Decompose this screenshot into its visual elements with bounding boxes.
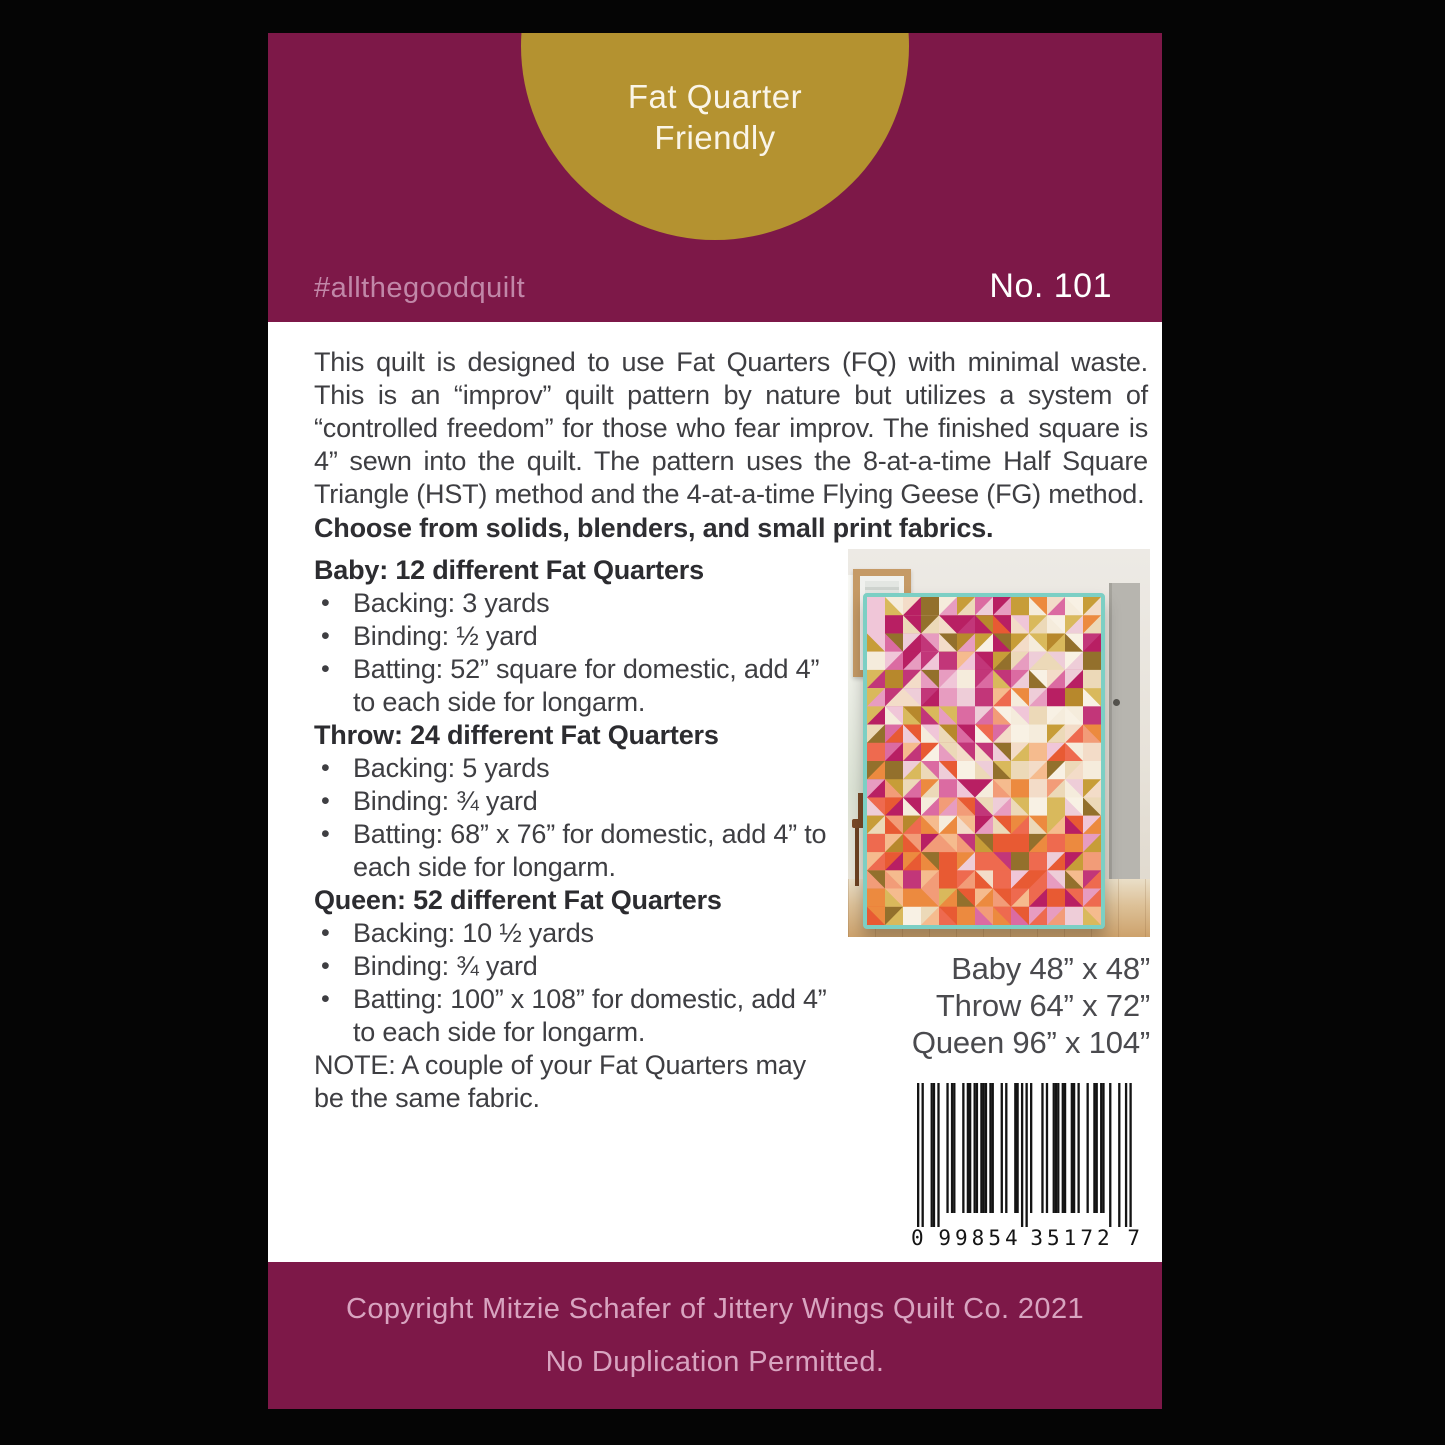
requirement-items [314, 752, 834, 884]
badge-line2: Friendly [654, 119, 776, 156]
hashtag-label: #allthegoodquilt [314, 272, 526, 304]
quilt-photo [848, 549, 1150, 937]
copyright-line: Copyright Mitzie Schafer of Jittery Wings Quilt Co. 2021 [345, 1293, 1084, 1325]
size-throw: Throw 64” x 72” [935, 988, 1150, 1023]
barcode-digits: 99854 [938, 1226, 1022, 1249]
fat-quarter-badge [521, 33, 909, 240]
requirement-items [314, 587, 834, 719]
door-knob [1113, 699, 1120, 706]
requirement-item: • Batting: 52” square for domestic, add 4” to each side for longarm. [314, 653, 834, 719]
requirement-item: • Batting: 68” x 76” for domestic, add 4” to each side for longarm. [314, 818, 834, 884]
barcode-digits: 35172 [1030, 1226, 1114, 1249]
requirement-heading: Baby: 12 different Fat Quarters [314, 555, 704, 585]
requirement-item: • Binding: ¾ yard [314, 950, 834, 983]
requirements-list [314, 554, 834, 1115]
badge-title [521, 76, 909, 158]
requirement-item: • Backing: 5 yards [314, 752, 834, 785]
header-banner [268, 33, 1162, 322]
barcode-digits: 0 [911, 1226, 928, 1249]
doorway [1109, 583, 1140, 913]
requirement-heading: Queen: 52 different Fat Quarters [314, 885, 722, 915]
requirement-item: • Binding: ½ yard [314, 620, 834, 653]
upc-barcode [910, 1083, 1144, 1249]
intro-emphasis: Choose from solids, blenders, and small print fabrics. [314, 513, 994, 543]
finished-sizes [848, 950, 1150, 1061]
badge-line1: Fat Quarter [627, 78, 803, 115]
requirement-item: • Backing: 3 yards [314, 587, 834, 620]
permission-line: No Duplication Permitted. [545, 1346, 885, 1378]
requirement-heading: Throw: 24 different Fat Quarters [314, 720, 719, 750]
right-column [848, 549, 1150, 1249]
intro-paragraph: This quilt is designed to use Fat Quarters (FQ) with minimal waste. This is an “improv” quilt pattern by nature but utilizes a system of “controlled freedom” for those who fear improv. The finished square is 4” sewn into the quilt. The pattern uses the 8-at-a-time Half Square Triangle (HST) method and the 4-at-a-time Flying Geese (FG) method. [314, 347, 1148, 509]
requirement-items [314, 917, 834, 1049]
header-meta-row [314, 267, 1112, 306]
requirement-item: • Batting: 100” x 108” for domestic, add 4” to each side for longarm. [314, 983, 834, 1049]
barcode-digits: 7 [1127, 1226, 1144, 1249]
content-area [268, 322, 1162, 1262]
size-queen: Queen 96” x 104” [911, 1025, 1150, 1060]
footer-banner [268, 1262, 1162, 1409]
size-baby: Baby 48” x 48” [951, 951, 1150, 986]
quilt-image [863, 593, 1105, 929]
requirement-item: • Binding: ¾ yard [314, 785, 834, 818]
pattern-card [268, 33, 1162, 1409]
note-text: NOTE: A couple of your Fat Quarters may be the same fabric. [314, 1050, 806, 1113]
requirement-item: • Backing: 10 ½ yards [314, 917, 834, 950]
pattern-number: No. 101 [989, 267, 1112, 305]
